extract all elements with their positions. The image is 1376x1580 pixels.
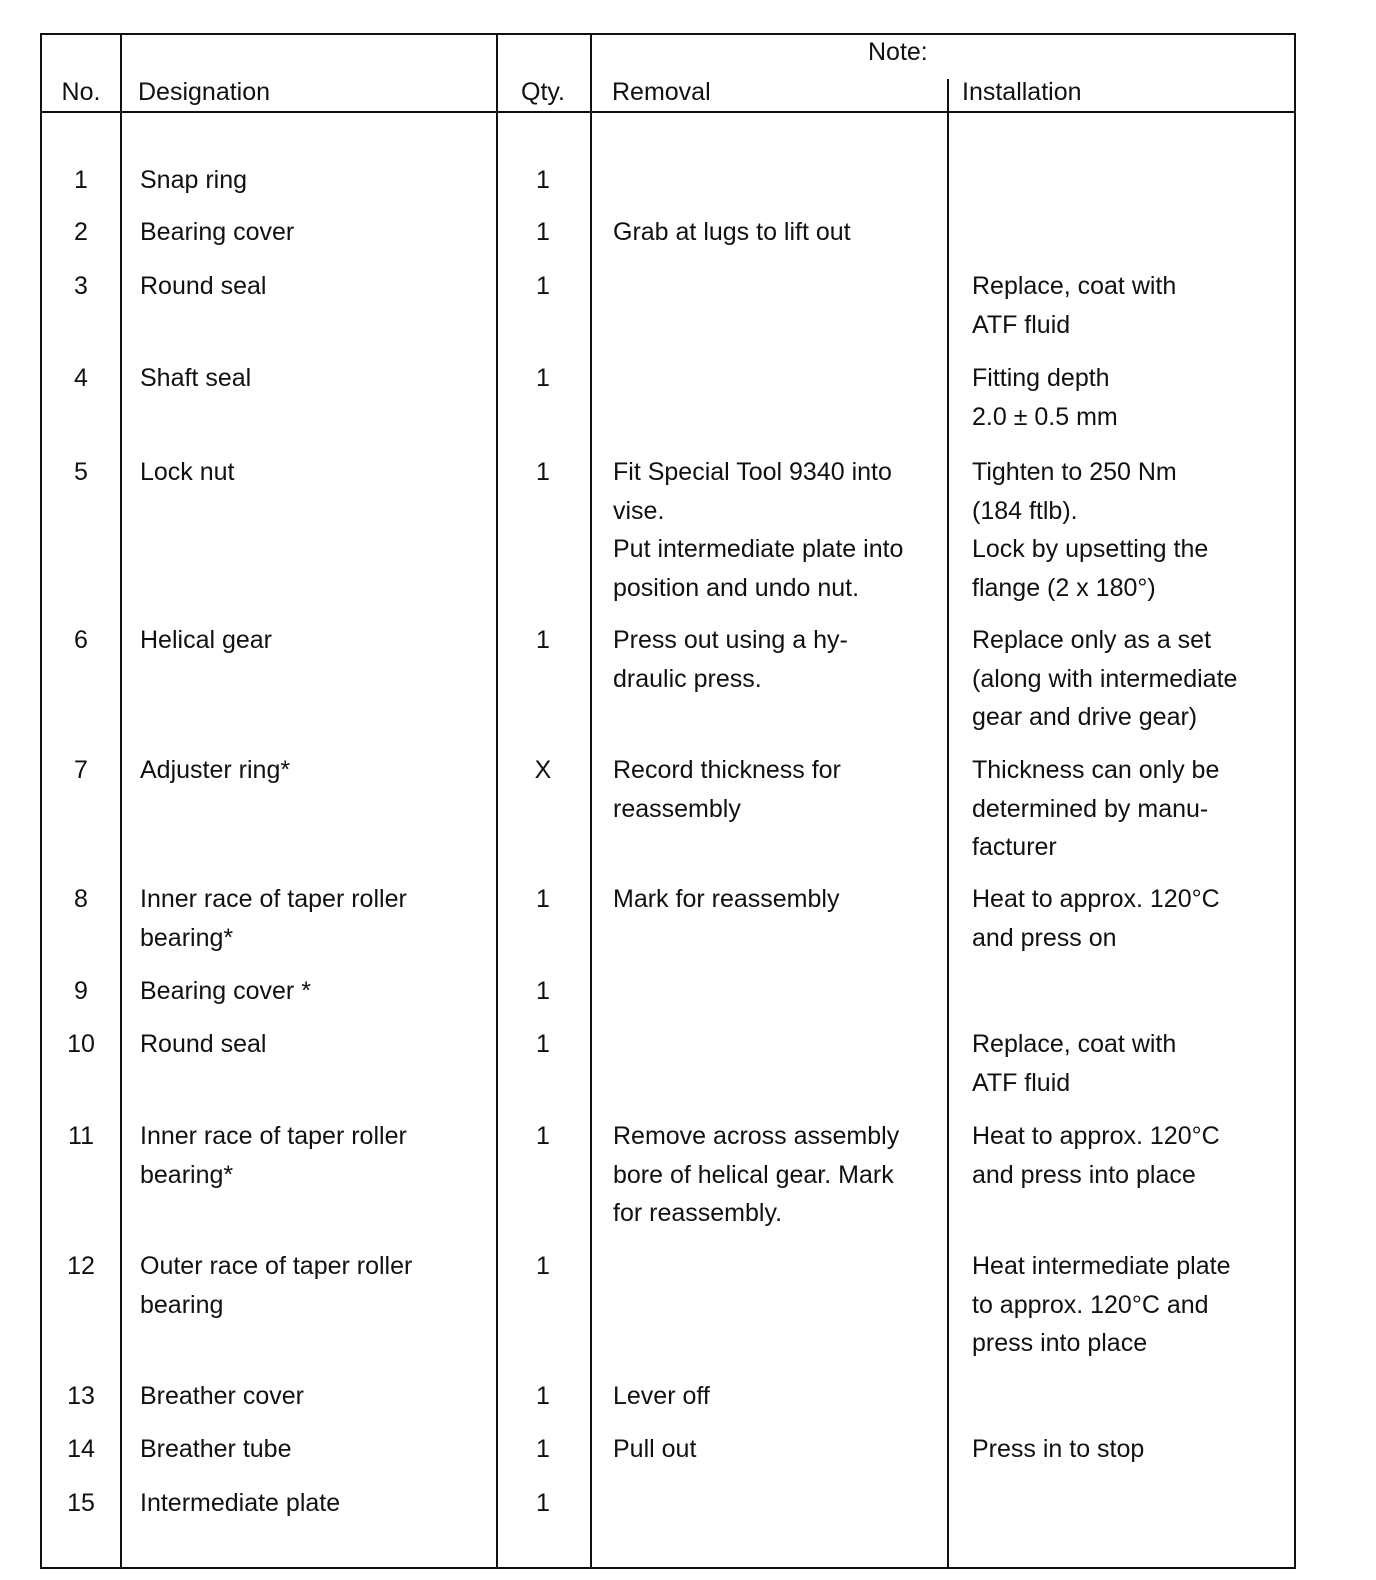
row-quantity: 1: [536, 166, 550, 194]
row-quantity: 1: [536, 977, 550, 1005]
row-removal-note: for reassembly.: [613, 1199, 783, 1227]
row-number: 5: [74, 458, 88, 486]
row-designation: Inner race of taper roller: [140, 1122, 407, 1150]
row-quantity: 1: [536, 1122, 550, 1150]
row-quantity: 1: [536, 1489, 550, 1517]
row-quantity: 1: [536, 626, 550, 654]
row-removal-note: Pull out: [613, 1435, 697, 1463]
row-installation-note: Replace, coat with: [972, 1030, 1177, 1058]
row-designation: Inner race of taper roller: [140, 885, 407, 913]
row-installation-note: (along with intermediate: [972, 664, 1238, 693]
row-designation: Round seal: [140, 1030, 267, 1058]
row-removal-note: position and undo nut.: [613, 573, 860, 602]
row-installation-note: Tighten to 250 Nm: [972, 458, 1177, 486]
row-installation-note: Heat intermediate plate: [972, 1252, 1231, 1280]
row-quantity: 1: [536, 458, 550, 486]
row-designation: Outer race of taper roller: [140, 1252, 413, 1280]
row-quantity: 1: [536, 218, 550, 246]
row-number: 11: [68, 1122, 94, 1150]
row-installation-note: Replace, coat with: [972, 272, 1177, 300]
row-number: 6: [74, 626, 88, 654]
row-number: 13: [67, 1382, 95, 1410]
row-quantity: 1: [536, 364, 550, 392]
col-divider-qty: [590, 35, 592, 1567]
row-installation-note: facturer: [972, 833, 1057, 861]
row-removal-note: Lever off: [613, 1382, 710, 1410]
col-divider-removal: [947, 79, 949, 1567]
row-installation-note: Heat to approx. 120°C: [972, 1122, 1220, 1150]
row-number: 14: [67, 1435, 95, 1463]
row-installation-note: 2.0 ± 0.5 mm: [972, 402, 1118, 431]
row-number: 12: [67, 1252, 95, 1280]
row-installation-note: ATF fluid: [972, 310, 1071, 339]
row-removal-note: Grab at lugs to lift out: [613, 218, 851, 246]
header-designation: Designation: [138, 78, 271, 106]
row-number: 2: [74, 218, 88, 246]
row-removal-note: reassembly: [613, 794, 741, 823]
row-installation-note: to approx. 120°C and: [972, 1290, 1209, 1319]
row-designation: Bearing cover *: [140, 977, 311, 1005]
row-installation-note: gear and drive gear): [972, 703, 1198, 731]
row-number: 4: [74, 364, 88, 392]
row-removal-note: Mark for reassembly: [613, 885, 840, 913]
row-installation-note: Replace only as a set: [972, 626, 1212, 654]
row-designation: Breather tube: [140, 1435, 292, 1463]
row-removal-note: draulic press.: [613, 664, 762, 693]
row-installation-note: flange (2 x 180°): [972, 573, 1156, 602]
row-quantity: 1: [536, 272, 550, 300]
col-divider-no: [120, 35, 122, 1567]
row-installation-note: Lock by upsetting the: [972, 535, 1209, 563]
row-designation: Bearing cover: [140, 218, 295, 246]
row-designation: bearing*: [140, 1160, 234, 1189]
row-quantity: 1: [536, 1435, 550, 1463]
row-removal-note: Fit Special Tool 9340 into: [613, 458, 892, 486]
row-quantity: X: [534, 756, 552, 784]
row-designation: Adjuster ring*: [140, 756, 291, 784]
row-removal-note: vise.: [613, 496, 665, 525]
row-number: 8: [74, 885, 88, 913]
row-number: 7: [74, 756, 88, 784]
row-number: 15: [67, 1489, 95, 1517]
row-installation-note: press into place: [972, 1329, 1148, 1357]
row-installation-note: determined by manu-: [972, 794, 1209, 823]
row-number: 1: [74, 166, 88, 194]
row-removal-note: Put intermediate plate into: [613, 535, 904, 563]
header-rule: [42, 111, 1294, 113]
header-removal: Removal: [612, 78, 711, 106]
row-removal-note: Press out using a hy-: [613, 626, 848, 654]
header-installation: Installation: [962, 78, 1082, 106]
row-designation: Shaft seal: [140, 364, 252, 392]
row-installation-note: and press into place: [972, 1160, 1196, 1189]
row-installation-note: Fitting depth: [972, 364, 1110, 392]
row-designation: Breather cover: [140, 1382, 304, 1410]
row-designation: Round seal: [140, 272, 267, 300]
row-number: 10: [67, 1030, 95, 1058]
row-quantity: 1: [536, 1382, 550, 1410]
row-number: 9: [74, 977, 88, 1005]
row-installation-note: ATF fluid: [972, 1068, 1071, 1097]
row-quantity: 1: [536, 885, 550, 913]
row-installation-note: Heat to approx. 120°C: [972, 885, 1220, 913]
row-quantity: 1: [536, 1252, 550, 1280]
row-removal-note: Remove across assembly: [613, 1122, 900, 1150]
row-designation: bearing*: [140, 923, 234, 952]
header-note: Note:: [868, 38, 928, 66]
row-number: 3: [74, 272, 88, 300]
header-qty: Qty.: [521, 78, 565, 106]
row-designation: Snap ring: [140, 166, 248, 194]
row-installation-note: Press in to stop: [972, 1435, 1145, 1463]
header-no: No.: [61, 78, 101, 106]
row-quantity: 1: [536, 1030, 550, 1058]
row-installation-note: and press on: [972, 923, 1117, 952]
row-installation-note: (184 ftlb).: [972, 496, 1078, 525]
parts-table: [40, 33, 1296, 1569]
row-designation: Lock nut: [140, 458, 235, 486]
row-designation: bearing: [140, 1290, 224, 1319]
row-designation: Helical gear: [140, 626, 273, 654]
row-removal-note: Record thickness for: [613, 756, 841, 784]
col-divider-designation: [496, 35, 498, 1567]
row-installation-note: Thickness can only be: [972, 756, 1220, 784]
row-removal-note: bore of helical gear. Mark: [613, 1160, 894, 1189]
row-designation: Intermediate plate: [140, 1489, 341, 1517]
